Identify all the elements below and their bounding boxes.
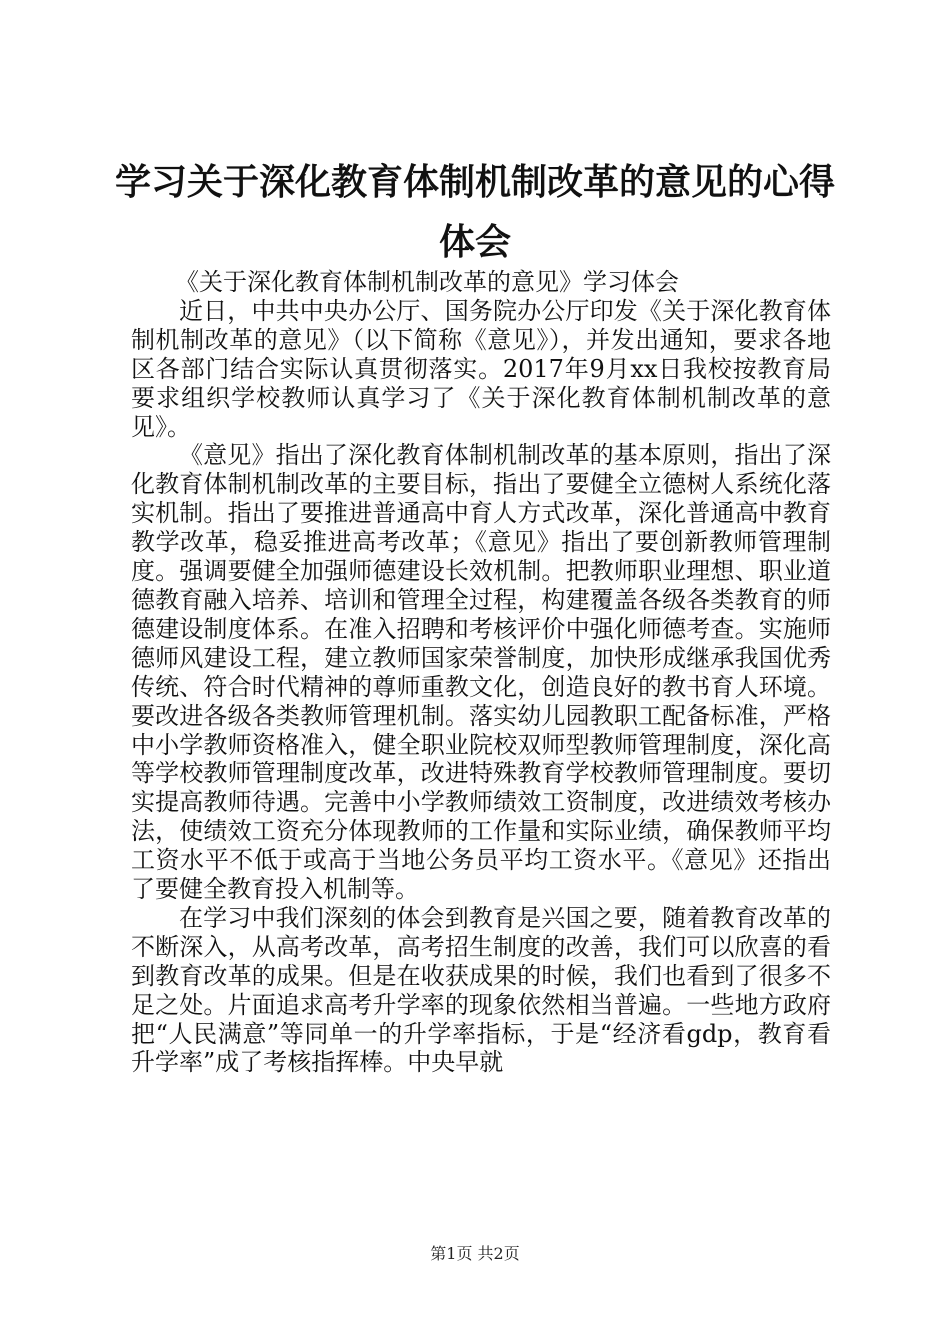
body-paragraph-1: 近日，中共中央办公厅、国务院办公厅印发《关于深化教育体制机制改革的意见》（以下简称《意见》），并发出通知，要求各地区各部门结合实际认真贯彻落实。2017年9月xx日我校按教育局要求组织学校教师认真学习了《关于深化教育体制机制改革的意见》。 bbox=[131, 296, 831, 441]
document-title-line-2: 体会 bbox=[438, 222, 511, 263]
article-subtitle: 《关于深化教育体制机制改革的意见》学习体会 bbox=[175, 268, 679, 296]
body-paragraph-3: 在学习中我们深刻的体会到教育是兴国之要，随着教育改革的不断深入，从高考改革，高考招生制度的改善，我们可以欣喜的看到教育改革的成果。但是在收获成果的时候，我们也看到了很多不足之处。片面追求高考升学率的现象依然相当普遍。一些地方政府把“人民满意”等同单一的升学率指标，于是“经济看gdp，教育看升学率”成了考核指挥棒。中央早就 bbox=[131, 903, 831, 1077]
page-number-footer: 第1页 共2页 bbox=[430, 1244, 520, 1263]
document-title-line-1: 学习关于深化教育体制机制改革的意见的心得 bbox=[114, 162, 835, 203]
document-body bbox=[131, 268, 831, 1077]
body-paragraph-2: 《意见》指出了深化教育体制机制改革的基本原则，指出了深化教育体制机制改革的主要目标，指出了要健全立德树人系统化落实机制。指出了要推进普通高中育人方式改革，深化普通高中教育教学改革，稳妥推进高考改革；《意见》指出了要创新教师管理制度。强调要健全加强师德建设长效机制。把教师职业理想、职业道德教育融入培养、培训和管理全过程，构建覆盖各级各类教育的师德建设制度体系。在准入招聘和考核评价中强化师德考查。实施师德师风建设工程，建立教师国家荣誉制度，加快形成继承我国优秀传统、符合时代精神的尊师重教文化，创造良好的教书育人环境。要改进各级各类教师管理机制。落实幼儿园教职工配备标准，严格中小学教师资格准入，健全职业院校双师型教师管理制度，深化高等学校教师管理制度改革，改进特殊教育学校教师管理制度。要切实提高教师待遇。完善中小学教师绩效工资制度，改进绩效考核办法，使绩效工资充分体现教师的工作量和实际业绩，确保教师平均工资水平不低于或高于当地公务员平均工资水平。《意见》还指出了要健全教育投入机制等。 bbox=[131, 441, 831, 904]
